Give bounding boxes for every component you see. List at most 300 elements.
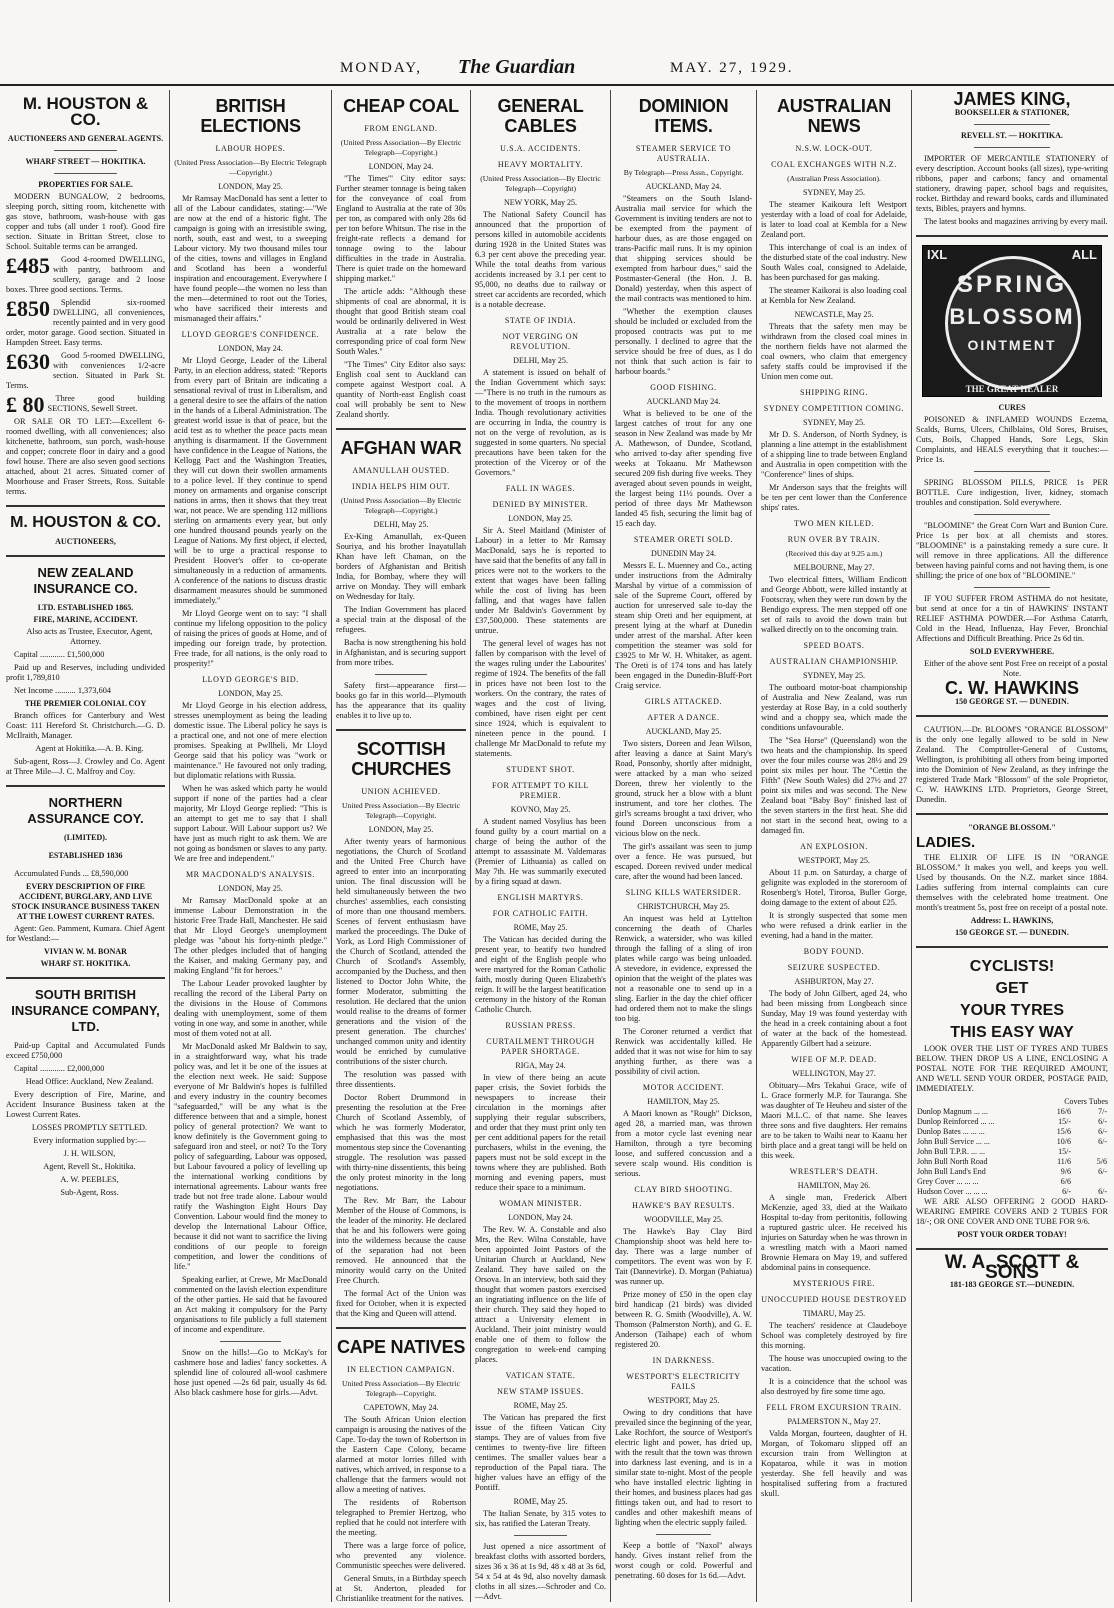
tyre-row — [916, 1137, 1108, 1147]
article-subheading: MOTOR ACCIDENT. — [642, 1083, 725, 1092]
ad-sbi-peebles: A. W. PEEBLES, — [60, 1175, 119, 1184]
ad-sbi-every: Every description of Fire, Marine, and Accident Insurance Business taken at the Lowest Current Rates. — [6, 1090, 165, 1119]
ad-orange-blossom-title: "ORANGE BLOSSOM." — [968, 823, 1056, 832]
tyre-name: John Bull Service ... ... — [917, 1137, 990, 1146]
article-dateline: WELLINGTON, May 27. — [792, 1069, 876, 1078]
ad-nac-wharf: WHARF ST. HOKITIKA. — [40, 959, 131, 968]
tyre-price-table — [916, 1107, 1108, 1197]
column-australian-news — [757, 90, 912, 1602]
article-dateline: CAPETOWN, May 24. — [363, 1403, 439, 1412]
ad-nzi-established: LTD. ESTABLISHED 1865. — [37, 603, 134, 612]
article-subheading: WOMAN MINISTER. — [499, 1199, 582, 1208]
article-dateline: CHRISTCHURCH, May 25. — [637, 902, 730, 911]
divider — [6, 785, 165, 787]
tyre-cover-price: 6/6 — [1060, 1177, 1071, 1186]
article-paragraph: There was a large force of police, who prevented any violence. Communistic speeches were delivered. — [336, 1541, 466, 1570]
article-dateline: HAMILTON, May 25. — [647, 1097, 720, 1106]
article-paragraph: About 11 p.m. on Saturday, a charge of gelignite was exploded in the storeroom of Rosenberg's Hotel, Tiroroa, Buller Gorge, doing damage to the extent of about £25. — [761, 868, 907, 907]
article-paragraph: The Indian Government has placed a special train at the disposal of the refugees. — [336, 605, 466, 634]
article-paragraph: Owing to dry conditions that have prevailed since the beginning of the year, Lake Rochfort, the source of Westport's electric light and power, has dried up, with the result that the town was thrown into darkness last evening, and is in a similar state to-night. Most of the people who have installed electric lighting in their homes, and business places had gas fittings taken out, and had to resort to candles and other makeshift means of lighting when the electric supply failed. — [615, 1408, 752, 1527]
article-subheading: U.S.A. ACCIDENTS. — [500, 144, 581, 153]
ad-king-title: JAMES KING, — [953, 90, 1071, 109]
article-dateline: LONDON, May 25. — [218, 884, 283, 893]
ad-nac-title: NORTHERN ASSURANCE COY. — [27, 795, 144, 826]
ad-sbi-wilson: J. H. WILSON, — [63, 1149, 116, 1158]
divider — [974, 587, 1051, 588]
article-subheading: BODY FOUND. — [803, 947, 865, 956]
article-subheading: FELL FROM EXCURSION TRAIN. — [766, 1403, 902, 1412]
tyre-table-header: Covers Tubes — [1064, 1097, 1108, 1106]
article-dateline: LONDON, May 25. — [218, 182, 283, 191]
article-paragraph: Mr Lloyd George in his election address, stresses unemployment as being the leading domestic issue. The Liberal policy he says is a practical one, and not one of mere election promises. Speaking at Pwllheli, Mr Lloyd George said that his policy was "work or maintenance." He favoured not only trading, but diplomatic relations with Russia. — [174, 701, 327, 780]
article-paragraph: "The Times'" City editor says: Further steamer tonnage is being taken for the conveyance of coal from England to Australia at the rate of 30s per ton, as compared with only 28s 6d per ton before Whitsun. The rise in the freight-rate reflects a demand for tonnage owing to the labour difficulties in the trade in Australia. There is quiet trade on the homeward shipping market." — [336, 174, 466, 283]
article-dateline: LONDON, May 25. — [508, 514, 573, 523]
article-paragraph: Sir A. Steel Maitland (Minister of Labour) in a letter to Mr Ramsay MacDonald, says he is reported to have said that the benefits of any fall in prices were not to the workers to the extent that wages have been falling while the cost of living has been falling, and that wages have fallen under Mr Baldwin's Government by £37,500,000. These statements are untrue. — [475, 526, 606, 635]
article-subheading: WIFE OF M.P. DEAD. — [791, 1055, 877, 1064]
ad-cyclists-easy: THIS EASY WAY — [950, 1024, 1074, 1041]
article-dateline: DELHI, May 25. — [373, 520, 429, 529]
ad-cyclists-get: GET — [995, 980, 1029, 997]
article-paragraph: General Smuts, in a Birthday speech at St. Anderton, pleaded for Christianlike treatment for the natives. — [336, 1574, 466, 1602]
logo-ointment: OINTMENT — [967, 337, 1057, 353]
ad-asthma-text: IF YOU SUFFER FROM ASTHMA do not hesitate, but send at once for a tin of HAWKINS' INSTANT RELIEF ASTHMA POWDER.—For Asthma Catarrh, Cold in the Head, Influenza, Hay Fever, Bronchial Affections and Difficult Breathing. Price 2s 6d tin. — [916, 594, 1108, 643]
article-paragraph: A Maori known as "Rough" Dickson, aged 28, a married man, was thrown from a motor cycle last evening near Hamilton, through a tyre becoming loose, and suffered concussion and a severe scalp wound. His condition is serious. — [615, 1109, 752, 1178]
article-subheading: CURTAILMENT THROUGH PAPER SHORTAGE. — [486, 1037, 595, 1056]
article-subheading: SHIPPING RING. — [800, 388, 868, 397]
divider — [6, 505, 165, 507]
ad-bungalow: MODERN BUNGALOW, 2 bedrooms, sleeping porch, sitting room, kitchenette with gas stove, bathroom, wash-house with gas copper and tubs (all under 1 roof). Good fire section. Situate in Brittan Street, close to School. Suitable terms can be arranged. — [6, 192, 165, 251]
article-subheading: GOOD FISHING. — [650, 383, 717, 392]
spring-blossom-ointment-logo — [922, 245, 1102, 397]
article-dateline: PALMERSTON N., May 27. — [787, 1417, 881, 1426]
divider — [974, 471, 1051, 472]
column-advertisements-left — [2, 90, 170, 1602]
article-dateline: NEWCASTLE, May 25. — [794, 310, 874, 319]
article-paragraph: When he was asked which party he would support if none of the parties had a clear majority, Mr Lloyd George replied: "This is an attempt to get me to say that I shall support Labour. Will Labour support us? We have just as much right to ask them. We are not going as bondsmen or slaves to any party. We are free and independent." — [174, 784, 327, 863]
article-paragraph: The National Safety Council has announced that the proportion of persons killed in automobile accidents during 1928 in the United States was 6.3 per cent above the preceding year. While the total deaths from various accidents increased by 3.1 per cent to 95,000, no deaths due to railway or street car accidents are recorded, which is a notable decrease. — [475, 210, 606, 309]
advertisement-paragraph: Just opened a nice assortment of breakfast cloths with assorted borders, sizes 36 x 36 at 1s 9d, 48 x 48 at 3s 6d, 54 x 54 at 4s 9d, also novelty damask cloths in all sizes.—Schroder and Co.—Advt. — [475, 1542, 606, 1601]
ad-properties-heading: PROPERTIES FOR SALE. — [38, 180, 133, 189]
article-paragraph: Messrs E. L. Muenney and Co., acting under instructions from the Admiralty Marshal by virtue of a commission of sale of the Supreme Court, offered by auction for unreserved sale to-day the steam ship Oreti and her equipment, at present lying at the wharf at Dunedin under arrest of the marshal. After keen competition the steamer was sold for £3925 to Mr W. H. Whitaker, as agent. The Oreti is of 174 tons and has lately been engaged in the Dunedin-Bluff-Port Craig service. — [615, 561, 752, 690]
article-paragraph: A single man, Frederick Albert McKenzie, aged 33, died at the Waikato Hospital to-day from peritonitis, following a ruptured gastric ulcer. He received his injuries on Saturday when he was thrown in a wrestling match with a Maori named Brownie Hemara on May 19, and suffered abdominal pains in consequence. — [761, 1193, 907, 1272]
article-subheading: STEAMER ORETI SOLD. — [633, 535, 734, 544]
ad-nac-established: ESTABLISHED 1836 — [48, 851, 123, 860]
tyre-cover-price: 11/6 — [1057, 1157, 1071, 1166]
article-paragraph: The general level of wages has not fallen by comparison with the level of the wages ruling under the Labourites' regime of 1924. The benefits of the fall in prices have not been lost to the workers. On the contrary, the rates of wages and the cost of living, combined, have risen eight per cent since 1924, which is equivalent to nineteen pence in the pound. I challenge Mr MacDonald to refute my statements. — [475, 639, 606, 758]
article-paragraph: It is a coincidence that the school was also destroyed by fire some time ago. — [761, 1377, 907, 1396]
logo-ixl: IXL — [927, 247, 948, 262]
column-british-elections — [170, 90, 332, 1602]
tyre-cover-price: 15/6 — [1056, 1127, 1071, 1136]
article-paragraph: Mr Lloyd George went on to say: "I shall continue my lifelong opposition to the policy of raising the prices of goods at Home, and of impeding our foreign trade, by protection. Free trade, for all nations, is the only road to prosperity!" — [174, 609, 327, 668]
ad-nzi-colony: THE PREMIER COLONIAL COY — [24, 699, 147, 708]
article-dateline: LONDON, May 24. — [368, 162, 434, 171]
ad-post-order: POST YOUR ORDER TODAY! — [957, 1230, 1067, 1239]
ad-sbi-losses: LOSSES PROMPTLY SETTLED. — [31, 1123, 148, 1132]
article-credit: (United Press Association—By Electric Telegraph—Copyright) — [480, 174, 601, 193]
advertisement-paragraph: Safety first—appearance first—books go far in this world—Plymouth has the appearance that its quality enables it to live up to. — [336, 681, 466, 720]
article-credit: (United Press Association—By Electric Telegraph—Copyright.) — [174, 158, 327, 177]
ad-sbi-wilson-role: Agent, Revell St., Hokitika. — [43, 1162, 136, 1171]
ad-nac-description: EVERY DESCRIPTION OF FIRE ACCIDENT, BURGLARY, AND LIVE STOCK INSURANCE BUSINESS TAKEN AT THE LOWEST CURRENT RATES. — [11, 882, 160, 921]
article-subheading: SEIZURE SUSPECTED. — [787, 963, 881, 972]
article-subheading: N.S.W. LOCK-OUT. — [795, 144, 873, 153]
article-paragraph: What is believed to be one of the largest catches of trout for any one season in New Zealand was made by Mr A. Mathewson, of Dundee, Scotland, who arrived to-day after spending five weeks at Tokaanu. Mr Mathewson secured 209 fish during five weeks. They averaged about seven pounds in weight, the largest being 11½ pounds. Over a period of three days Mr Mathewson landed 45 fish, securing the limit bag of 15 each day. — [615, 409, 752, 528]
article-dateline: KOVNO, May 25. — [510, 805, 571, 814]
article-subheading: HEAVY MORTALITY. — [497, 160, 584, 169]
article-subheading: STEAMER SERVICE TO AUSTRALIA. — [635, 144, 732, 163]
column-advertisements-right — [912, 90, 1112, 1602]
divider — [6, 555, 165, 557]
ad-sbi-capital: Capital ............ £2,000,000 — [14, 1064, 105, 1073]
ad-listing — [6, 392, 165, 417]
article-paragraph: A statement is issued on behalf of the Indian Government which says:—"There is no truth in the rumours as to the movement of troops in northern India. Though revolutionary activities are occurring in India, the country is not on the verge of revolution, as is suggested in some quarters. No special precautions have been taken for the protection of the Viceroy or of the Governors." — [475, 368, 606, 477]
ad-bloomine-text: "BLOOMINE" the Great Corn Wart and Bunion Cure. Price 1s per box at all chemists and stores. "BLOOMINE" is a painstaking remedy a sure cure. It will remove in three applications. All the difference between having painful corns and not having them, is one shilling; the price of one box of "BLOOMINE." — [916, 521, 1108, 580]
article-dateline: LONDON, May 24. — [508, 1213, 573, 1222]
article-paragraph: In view of there being an acute paper crisis, the Soviet forbids the newspapers to increase their circulation in the mornings after supplying their regular subscribers, and order that they must print only ten per cent additional papers for the retail purchasers, whilst in the evening, the papers must not be sold except in the towns where they are published. Both morning and evening papers, must reduce their space to a minimum. — [475, 1073, 606, 1192]
logo-blossom: BLOSSOM — [949, 304, 1075, 329]
ad-king-text: IMPORTER OF MERCANTILE STATIONERY of every description. Account books (all sizes), type-writing ribbons, paper and carbons; fancy and ornamental stationery, drawing paper, school bags and requisites, rocket. Birthday and reward books, cards and illuminated texts, Bibles, prayers and hymns. — [916, 154, 1108, 213]
article-paragraph: The resolution was passed with three dissentients. — [336, 1070, 466, 1089]
article-dateline: SYDNEY, May 25. — [802, 418, 866, 427]
article-paragraph: Mr Ramsay MacDonald has sent a letter to all of the Labour candidates, stating:—"We are now at the end of a historic fight. The campaign is going with an irresistible swing, north, south, east and west, to a sweeping Labour victory. My two thousand miles tour of the cities, towns and villages in England and Scotland has been a wonderful inspiration and encouragement. Everywhere I have found people—the women no less than the men—determined to root out the Tories, who have sacrificed their interests and mismanaged their affairs." — [174, 194, 327, 323]
article-headline: CAPE NATIVES — [336, 1337, 466, 1357]
ad-address-line: Address: L. HAWKINS, — [970, 916, 1054, 925]
article-dateline: LONDON, May 25. — [218, 689, 283, 698]
tyre-tube-price: 6/- — [1098, 1167, 1107, 1176]
logo-healer: THE GREAT HEALER — [965, 384, 1059, 394]
divider — [220, 1341, 281, 1342]
article-dateline: LONDON, May 25. — [368, 825, 434, 834]
article-paragraph: After twenty years of harmonious negotiations, the Church of Scotland and the United Free Church have agreed to enter into an incorporating union. The final discussion will be held simultaneously between the two churches' assemblies, each consisting of more than one thousand members. Scenes of fervent enthusiasm have marked the proceedings. The Duke of York, as Lord High Commissioner of the Church of Scotland, attended the Church of Scotland's Assembly, accompanied by the Duchess, and then listened to Doctor John White, the former Moderator, submitting the resolution. He declared that the union would realise to the dreams of former generations and the vision of the present generation. The churches' unchanged common unity and identity would be enriched by cumulative contributions of the sister church. — [336, 837, 466, 1066]
tyre-tube-price: 6/- — [1098, 1117, 1107, 1126]
tyre-name: Hudson Cover ... ... ... — [917, 1187, 988, 1196]
tyre-cover-price: 10/6 — [1056, 1137, 1071, 1146]
article-paragraph: "Whether the exemption clauses should be included or excluded from the proposed contracts was put to me personally. I declined to agree that the service should be free of dues, as I do not think that such action is fair to harbour boards." — [615, 307, 752, 376]
article-subheading: HAWKE'S BAY RESULTS. — [632, 1201, 735, 1210]
ad-nzi-branch: Branch offices for Canterbury and West Coast: 111 Hereford St. Christchurch.—G. D. McIlraith, Manager. — [6, 711, 165, 740]
article-subheading: WESTPORT'S ELECTRICITY FAILS — [626, 1372, 741, 1391]
tyre-cover-price: 6/- — [1062, 1187, 1071, 1196]
divider — [336, 1327, 466, 1329]
ad-cures-heading: CURES — [998, 403, 1026, 412]
ad-cures-text: POISONED & INFLAMED WOUNDS Eczema, Scalds, Burns, Ulcers, Chilblains, Old Sores, Bruises, Cuts, Boils, Chapped Hands, Sore Legs, Skin Complaints, and HEALS everything that it touches:—Price 1s. — [916, 415, 1108, 464]
article-paragraph: Mr Ramsay MacDonald spoke at an immense Labour Demonstration in the historic Free Trade Hall, Manchester. He said that Mr Lloyd George's unemployment pledge was "about his forty-ninth pledge." The other pledges included that of hanging the Kaiser, and making Germany pay, and making England "fit for heroes." — [174, 896, 327, 975]
article-paragraph: The Labour Leader provoked laughter by recalling the record of the Liberal Party on the divisions in the House of Commons dealing with unemployment, some of them voting in one way, and some in another, while most of them voted not at all. — [174, 979, 327, 1038]
article-subheading: LABOUR HOPES. — [215, 144, 286, 153]
article-subheading: UNOCCUPIED HOUSE DESTROYED — [761, 1295, 907, 1304]
listing-price: £630 — [6, 349, 50, 374]
ad-nzi-net: Net Income .......... 1,373,604 — [14, 686, 112, 695]
article-paragraph: Threats that the safety men may be withdrawn from the closed coal mines in the northern fields have not alarmed the coal owners, who claim that emergency safety staffs could be improvised if the Union men come out. — [761, 322, 907, 381]
article-subheading: FOR ATTEMPT TO KILL PREMIER. — [492, 781, 589, 800]
article-subheading: ENGLISH MARTYRS. — [497, 893, 584, 902]
column-cheap-coal — [332, 90, 471, 1602]
tyre-name: John Bull Land's End — [917, 1167, 986, 1176]
listing-price: £485 — [6, 253, 50, 278]
ad-sale-or-let: OR SALE OR TO LET:—Excellent 6-roomed dwelling, with all conveniences; also kitchenette, bathroom, sun porch, wash-house and copper; concrete floor in dairy and a good fowl house. There are also seven good sections attached, about 21 acres. Situated corner of Moorhouse and Fraser Streets, Ross. Suitable terms. — [6, 417, 165, 496]
article-credit: United Press Association—By Electric Telegraph—Copyright. — [342, 801, 460, 820]
tyre-row — [916, 1177, 1108, 1187]
tyre-cover-price: 15/- — [1058, 1117, 1071, 1126]
ad-king-subtitle: BOOKSELLER & STATIONER, — [954, 108, 1070, 117]
ad-cyclists-tyres: YOUR TYRES — [959, 1002, 1064, 1019]
article-subheading: AMANULLAH OUSTED. — [352, 466, 450, 475]
ad-nac-funds: Accumulated Funds ... £8,590,000 — [14, 869, 129, 878]
ad-houston-title: M. HOUSTON & CO. — [22, 94, 149, 129]
article-dateline: WOODVILLE, May 25. — [644, 1215, 723, 1224]
article-headline: SCOTTISH CHURCHES — [351, 739, 451, 779]
article-headline: CHEAP COAL — [343, 96, 459, 116]
listing-price: £850 — [6, 296, 50, 321]
divider — [514, 1535, 566, 1536]
ad-houston-sub-2: AUCTIONEERS, — [55, 537, 116, 546]
article-paragraph: Mr Lloyd George, Leader of the Liberal Party, in an election address, stated: "Reports from every part of Britain are indicating a sensational revival of trust in Liberalism, and a general desire to see the affairs of the nation in the hands of a Liberal Administration. The greatest world issue is that of peace, but the acid test as to whether the peace pacts mean anything is disarmament. If the Government have confidence in the League of Nations, the Kellogg Pact and the Washington Treaties, they will cut down their swollen armaments to a police level. If they continue to spend money on armaments and organise conscript nations in arms, then it shows that they treat war, not peace. We are spending 112 millions sterling on armaments every year, but only one hundred thousand pounds yearly on the League of Nations. My first object, if elected, will be to urge a practical response to President Hoover's offer to co-operate simultaneously in a reduction of armaments. A conference of the nations to discuss drastic disarmament measures should be summoned immediately." — [174, 356, 327, 605]
article-subheading: SPEED BOATS. — [803, 641, 865, 650]
ad-king-text: The latest books and magazines arriving by every mail. — [924, 217, 1108, 226]
ad-sbi-head-office: Head Office: Auckland, New Zealand. — [25, 1077, 154, 1086]
ad-houston-title-2: M. HOUSTON & CO. — [10, 514, 161, 531]
tyre-tube-price — [1072, 1177, 1108, 1187]
masthead — [0, 54, 1114, 86]
masthead-day: MONDAY, — [340, 60, 422, 76]
article-dateline: AUCKLAND, May 25. — [645, 727, 722, 736]
divider — [974, 124, 1051, 125]
article-dateline: WESTPORT, May 25. — [798, 856, 870, 865]
article-paragraph: Bacha is now strengthening his hold in Afghanistan, and is securing support from more tribes. — [336, 638, 466, 667]
article-subheading: RUSSIAN PRESS. — [505, 1021, 576, 1030]
article-paragraph: Two sisters, Doreen and Jean Wilson, after leaving a dance at Saint Mary's Road, Ponsonby, shortly after midnight, were attacked by a man who seized Doreen, threw her violently to the ground, struck her a blow with a blunt instrument, and tore her clothes. The girl's screams brought a taxi driver, who found Doreen unconscious from a vicious blow on the neck. — [615, 739, 752, 838]
column-general-cables — [471, 90, 611, 1602]
article-paragraph: The outboard motor-boat championship of Australia and New Zealand, was run yesterday at Rose Bay, in a cold southerly wind and a choppy sea, which made the conditions unfavourable. — [761, 683, 907, 732]
article-subheading: FOR CATHOLIC FAITH. — [492, 909, 589, 918]
article-paragraph: Valda Morgan, fourteen, daughter of H. Morgan, of Tokomaru slipped off an excursion train from Wellington at Kopataroa, while it was in motion yesterday. She fell heavily and was hospitalised suffering from a fractured skull. — [761, 1429, 907, 1498]
tyre-row — [916, 1157, 1108, 1167]
ad-sbi-info: Every information supplied by:— — [33, 1136, 146, 1145]
ad-nzi-fire: FIRE, MARINE, ACCIDENT. — [33, 615, 138, 624]
article-paragraph: The body of John Gilbert, aged 24, who had been missing from Longbeach since Sunday, May 19 was found yesterday with the head in a creek containing about a foot of water at the back of the homestead. Apparently Gilbert had a seizure. — [761, 989, 907, 1048]
article-paragraph: It is strongly suspected that some men who were refused a drink earlier in the evening, had a hand in the matter. — [761, 911, 907, 940]
article-subheading: CLAY BIRD SHOOTING. — [634, 1185, 733, 1194]
tyre-tube-price: 6/- — [1098, 1187, 1107, 1196]
ad-nzi-paid: Paid up and Reserves, including undivided profit 1,789,810 — [6, 663, 165, 682]
divider — [916, 1248, 1108, 1250]
tyre-name: John Bull North Road — [917, 1157, 988, 1166]
article-subheading: WRESTLER'S DEATH. — [789, 1167, 879, 1176]
article-subheading: STUDENT SHOT. — [506, 765, 575, 774]
ad-pills-text: SPRING BLOSSOM PILLS, PRICE 1s PER BOTTLE. Cure indigestion, liver, kidney, stomach troubles and constipation. Sold everywhere. — [916, 478, 1108, 507]
divider — [54, 150, 118, 151]
advertisement-paragraph: Keep a bottle of "Naxol" always handy. Gives instant relief from the worst cough or cold. Powerful and penetrating. 60 doses for 1s 6d.—Advt. — [615, 1541, 752, 1580]
tyre-row — [916, 1107, 1108, 1117]
article-dateline: LONDON, May 24. — [218, 344, 283, 353]
article-dateline: ROME, May 25. — [513, 1401, 568, 1410]
ad-listing — [6, 298, 165, 348]
article-paragraph: "The Times" City Editor also says: English coal sent to Auckland can compete against Westport coal. A quantity of North-east English coast coal will probably be sent to New Zealand shortly. — [336, 360, 466, 419]
article-credit: (Australian Press Association). — [787, 174, 881, 183]
article-credit: (United Press Association—By Electric Telegraph—Copyright.) — [340, 138, 462, 157]
ad-nzi-trustee: Also acts as Trustee, Executor, Agent, Attorney. — [26, 627, 153, 646]
ad-king-address: REVELL ST. — HOKITIKA. — [961, 131, 1063, 140]
article-headline: AUSTRALIAN NEWS — [777, 96, 891, 136]
ad-sbi-peebles-role: Sub-Agent, Ross. — [60, 1188, 119, 1197]
ad-nzi-subagent: Sub-agent, Ross—J. Crowley and Co. Agent at Three Mile—J. C. Malfroy and Coy. — [6, 757, 165, 776]
ad-nzi-title: NEW ZEALAND INSURANCE CO. — [33, 565, 138, 596]
article-headline: BRITISH ELECTIONS — [200, 96, 301, 136]
ad-scott-title: W. A. SCOTT & SONS — [944, 1252, 1080, 1283]
article-subheading: IN ELECTION CAMPAIGN. — [346, 1365, 456, 1374]
article-subheading: AN EXPLOSION. — [800, 842, 868, 851]
ad-address-line-2: 150 GEORGE ST. — DUNEDIN. — [955, 928, 1069, 937]
article-subheading: LLOYD GEORGE'S CONFIDENCE. — [181, 330, 320, 339]
article-paragraph: The "Sea Horse" (Queensland) won the two heats and the championship. Its speed over the four miles course was 28½ and 29 point six miles per hour. The "Cettin the Fifth" (New South Wales) did 27½ and 27 point six miles and was second. The New Zealand boat "Baby Boy" finished last of the seven starters in the first heat. She did not start in the second heat, owing to a damaged fin. — [761, 736, 907, 835]
article-subheading: RUN OVER BY TRAIN. — [787, 535, 881, 544]
article-paragraph: The Vatican has decided during the present year, to beatify two hundred and eight of the English people who were martyred for the Roman Catholic faith, mostly during Queen Elizabeth's reign. It will be the largest beatification ceremony in the history of the Roman Catholic Church. — [475, 935, 606, 1014]
article-subheading: NOT VERGING ON REVOLUTION. — [502, 332, 579, 351]
article-paragraph: The South African Union election campaign is arousing the natives of the Cape. To-day the town of Robertson in the Eastern Cape Colony, became alarmed at motor lorries filled with natives, which arrived, in response to a challenge that the farmers would not allow a meeting of natives. — [336, 1415, 466, 1494]
tyre-row — [916, 1117, 1108, 1127]
article-paragraph: A student named Vosylius has been found guilty by a court martial on a charge of being the author of the attempt to assassinate M. Valdemaras (Premier of Lithuania) as called on May 7th. He was summarily executed by a firing squad at dawn. — [475, 817, 606, 886]
ad-ladies-text: THE ELIXIR OF LIFE IS IN "ORANGE BLOSSOM." It makes you well, and keeps you well. Used by thousands. On the N.Z. market since 1884. Ladies suffering from internal complaints can cure themselves with the celebrated home treatment. One month's treatment 5s, post free on receipt of a postal note. — [916, 853, 1108, 912]
article-paragraph: "Steamers on the South Island-Australia mail service for which the Government is inviting tenders are not to be exempted from the payment of harbour dues, as are those engaged on trans-Pacific mail runs. It is my opinion that shipping services should be exempted from harbour dues," said the Postmaster-General (the Hon. J. B. Donald) yesterday, when this aspect of the mail contracts was mentioned to him. — [615, 194, 752, 303]
article-subheading: UNION ACHIEVED. — [361, 787, 441, 796]
article-subheading: GIRLS ATTACKED. — [644, 697, 723, 706]
article-paragraph: Ex-King Amanullah, ex-Queen Souriya, and his brother Inayatullah Khan have left Chaman, on the borders of Afghanistan and British India, for Bombay, where they will arrive on Monday. They will embark on Wednesday for Italy. — [336, 532, 466, 601]
article-subheading: FROM ENGLAND. — [364, 124, 438, 133]
article-paragraph: Mr Anderson says that the freights will be ten per cent lower than the Conference ships' rates. — [761, 483, 907, 512]
article-paragraph: The steamer Kaikoura left Westport yesterday with a load of coal for Adelaide, is later to load coal at Kembla for a New Zealand port. — [761, 200, 907, 239]
article-subheading: SYDNEY COMPETITION COMING. — [763, 404, 905, 413]
divider — [656, 1534, 711, 1535]
tyre-name: Dunlop Magnum ... ... — [917, 1107, 988, 1116]
divider — [916, 813, 1108, 815]
tyre-tube-price — [1072, 1147, 1108, 1157]
article-credit: By Telegraph—Press Assn., Copyright. — [623, 168, 744, 177]
tyre-row — [916, 1147, 1108, 1157]
masthead-date: MAY. 27, 1929. — [670, 60, 794, 76]
ad-sbi-paid: Paid-up Capital and Accumulated Funds exceed £750,000 — [6, 1041, 165, 1060]
article-dateline: AUCKLAND May 24. — [646, 397, 721, 406]
ad-post-free: Either of the above sent Post Free on receipt of a postal Note. — [924, 659, 1108, 678]
ad-ladies-title: LADIES. — [916, 834, 976, 851]
article-paragraph: The Rev. Mr Barr, the Labour Member of the House of Commons, is the leader of the minority. He declared that he and his followers were going into the wilderness because the cause of the separation had not been removed. He announced that the minority would carry on the United Free Church. — [336, 1196, 466, 1285]
ad-houston-address: WHARF STREET — HOKITIKA. — [25, 157, 146, 166]
logo-all: ALL — [1071, 247, 1097, 262]
article-paragraph: This interchange of coal is an index of the disturbed state of the coal industry. New South Wales coal, consigned to Adelaide, has been purchased for gas making. — [761, 243, 908, 282]
article-dateline: DELHI, May 25. — [513, 356, 568, 365]
listing-price: £ 80 — [6, 392, 45, 417]
article-paragraph: Obituary—Mrs Tekahui Grace, wife of L. Grace formerly M.P. for Tauranga. She was daughter of Te Heuheu and sister of the Maori M.L.C. of that name. She leaves three sons and five daughters. Her remains are to be taken to Waihi near to Kaanu her birth place and a great tangi will be held on this week. — [761, 1081, 907, 1160]
article-dateline: ROME, May 25. — [513, 923, 568, 932]
column-dominion-items — [611, 90, 757, 1602]
divider — [336, 729, 466, 731]
article-dateline: DUNEDIN May 24. — [650, 549, 717, 558]
divider — [974, 514, 1051, 515]
ad-offer-text: WE ARE ALSO OFFERING 2 GOOD HARD-WEARING EMPIRE COVERS AND 2 TUBES FOR 18/-; OR ONE COVER AND ONE TUBE FOR 9/6. — [916, 1197, 1108, 1226]
article-dateline: SYDNEY, May 25. — [802, 671, 866, 680]
article-headline: AFGHAN WAR — [340, 438, 462, 458]
article-subheading: IN DARKNESS. — [652, 1356, 715, 1365]
article-paragraph: The Coroner returned a verdict that Renwick was accidentally killed. He added that it was not wise for him to say anything further, as there was a possibility of civil action. — [615, 1027, 752, 1076]
article-headline: GENERAL CABLES — [497, 96, 584, 136]
article-subheading: LLOYD GEORGE'S BID. — [202, 675, 299, 684]
tyre-row — [916, 1127, 1108, 1137]
article-paragraph: The formal Act of the Union was fixed for October, when it is expected that the King and Queen will attend. — [336, 1289, 466, 1318]
article-dateline: SYDNEY, May 25. — [802, 188, 866, 197]
ad-sold-everywhere: SOLD EVERYWHERE. — [969, 647, 1055, 656]
ad-caution-text: CAUTION.—Dr. BLOOM'S "ORANGE BLOSSOM" is the only one legally allowed to be sold in New Zealand. The Comptroller-General of Customs, Wellington, is prohibiting all others from being imported into the Dominion of New Zealand, as they infringe the registered Trade Mark "Blossom" of the sole Proprietor, C. W. HAWKINS LTD. Proprietors, George Street, Dunedin. — [916, 725, 1108, 804]
article-dateline: TIMARU, May 25. — [802, 1309, 866, 1318]
divider — [54, 173, 118, 174]
tyre-cover-price: 15/- — [1058, 1147, 1071, 1156]
article-paragraph: Prize money of £50 in the open clay bird handicap (21 birds) was divided between R. G. Smith (Woodville), A. W. Thomson (Palmerston North), and G. E. Anderson (Taihape) each of whom registered 20. — [615, 1290, 752, 1349]
article-paragraph: The house was unoccupied owing to the vacation. — [761, 1354, 907, 1373]
tyre-cover-price: 9/6 — [1060, 1167, 1071, 1176]
ad-nzi-capital: Capital ............ £1,500,000 — [14, 650, 105, 659]
article-paragraph: Doctor Robert Drummond in presenting the resolution at the Free Church of Scotland Assembly, of which he was formerly Moderator, emphasised that this was the most momentous step since the Covenanting struggle. The resolution was passed with thirty-nine dissentients, this being the only protest minority in the long negotiations. — [336, 1093, 466, 1192]
article-paragraph: The Italian Senate, by 315 votes to six, has ratified the Lateran Treaty. — [475, 1509, 606, 1528]
ad-listing — [6, 351, 165, 391]
ad-hawkins-address: 150 GEORGE ST. — DUNEDIN. — [955, 697, 1069, 706]
tyre-tube-price: 7/- — [1098, 1107, 1107, 1116]
article-credit: (Received this day at 9.25 a.m.) — [785, 549, 883, 558]
ad-nzi-agent: Agent at Hokitika.—A. B. King. — [35, 744, 144, 753]
article-subheading: FALL IN WAGES. — [505, 484, 576, 493]
ad-cyclists-title: CYCLISTS! — [969, 958, 1055, 975]
divider — [916, 235, 1108, 237]
ad-sbi-title: SOUTH BRITISH INSURANCE COMPANY, LTD. — [11, 987, 160, 1034]
article-paragraph: Mr MacDonald asked Mr Baldwin to say, in a straightforward way, what his trade policy was, and let it be one of the issues at the election next week. He said: Suppose everyone of Mr Baldwin's hopes is fulfilled and every industry in the country becomes "safeguarded," will be any what is the difference between that and a simple, honest policy of general protection? We want to know definitely is the Government going to safeguard iron and steel, or not? To the Tory policy of safeguarding, Labour was opposed, but Labour favoured a policy of levelling up the international working conditions by international agreements. Labour wants free trade but not free trade alone. Labour would ratify the Washington Eight Hours Day Convention. Labour would find the money to develop the International Labour Office, because it did not want to sacrifice the living conditions of our people to foreign competition, and lower the conditions of life." — [174, 1042, 327, 1271]
ad-nac-bonar: VIVIAN W. M. BONAR — [44, 947, 127, 956]
article-subheading: TWO MEN KILLED. — [794, 519, 874, 528]
article-credit: United Press Association—By Electric Telegraph—Copyright. — [342, 1379, 460, 1398]
article-paragraph: The steamer Kaikorai is also loading coal at Kembla for New Zealand. — [761, 286, 907, 305]
article-paragraph: The residents of Robertson telegraphed to Premier Hertzog, who replied that he could not interfere with the meeting. — [336, 1498, 466, 1537]
ad-houston-sub: AUCTIONEERS AND GENERAL AGENTS. — [7, 134, 164, 143]
listing-text: Good 5-roomed DWELLING, with conveniences 1/2-acre section. Situated in Park St. Terms. — [6, 351, 165, 390]
tyre-row — [916, 1187, 1108, 1197]
article-subheading: COAL EXCHANGES WITH N.Z. — [771, 160, 897, 169]
masthead-title: The Guardian — [458, 56, 576, 78]
tyre-name: John Bull T.P.R. ... ... — [917, 1147, 985, 1156]
ad-cyclists-text: LOOK OVER THE LIST OF TYRES AND TUBES BELOW. THEN DROP US A LINE, ENCLOSING A POSTAL NOTE FOR THE REQUIRED AMOUNT, AND WE'LL SEND YOUR ORDER, POSTAGE PAID, IMMEDIATELY. — [916, 1044, 1108, 1093]
divider — [916, 715, 1108, 717]
article-subheading: NEW STAMP ISSUES. — [497, 1387, 584, 1396]
article-dateline: MELBOURNE, May 27. — [793, 563, 875, 572]
divider — [336, 428, 466, 430]
article-credit: (United Press Association—By Electric Telegraph—Copyright.) — [340, 496, 462, 515]
article-dateline: AUCKLAND, May 24. — [645, 182, 722, 191]
tyre-tube-price: 6/- — [1098, 1127, 1107, 1136]
article-subheading: VATICAN STATE. — [505, 1371, 576, 1380]
article-dateline: ASHBURTON, May 27. — [794, 977, 874, 986]
divider — [916, 946, 1108, 948]
tyre-name: Dunlop Bates ... ... ... — [917, 1127, 985, 1136]
article-paragraph: Mr D. S. Anderson, of North Sydney, is planning a line attempt in the establishment of a shipping line to trade between England and Australia in open competition with the "Conference" lines of ships. — [761, 430, 907, 479]
article-subheading: STATE OF INDIA. — [504, 316, 577, 325]
article-paragraph: The Rev. W. A. Constable and also Mrs, the Rev. Wilna Constable, have been appointed Joint Pastors of the Unitarian Church at Auckland, New Zealand. They have sailed on the Orsova. In an interview, both said they thought that women pastors exercised an ingratiating influence on the life of their church. They said they hoped to attract a University element in Auckland. Their joint ministry would enable one of them to follow the congregation to week-end camping places. — [475, 1225, 606, 1364]
tyre-row — [916, 1167, 1108, 1177]
divider — [375, 674, 427, 675]
article-paragraph: The Hawke's Bay Clay Bird Championship shoot was held here to-day. There was a large number of competitors. The event was won by F. Tait (Dannevirke). D. Morgan (Pahiatua) was runner up. — [615, 1227, 752, 1286]
tyre-name: Grey Cover ... ... ... — [917, 1177, 979, 1186]
article-subheading: AUSTRALIAN CHAMPIONSHIP. — [769, 657, 899, 666]
article-subheading: AFTER A DANCE. — [647, 713, 720, 722]
article-dateline: ROME, May 25. — [513, 1497, 568, 1506]
article-subheading: SLING KILLS WATERSIDER. — [625, 888, 742, 897]
ad-scott-address: 181-183 GEORGE ST.—DUNEDIN. — [949, 1280, 1075, 1289]
article-headline: DOMINION ITEMS. — [638, 96, 729, 136]
